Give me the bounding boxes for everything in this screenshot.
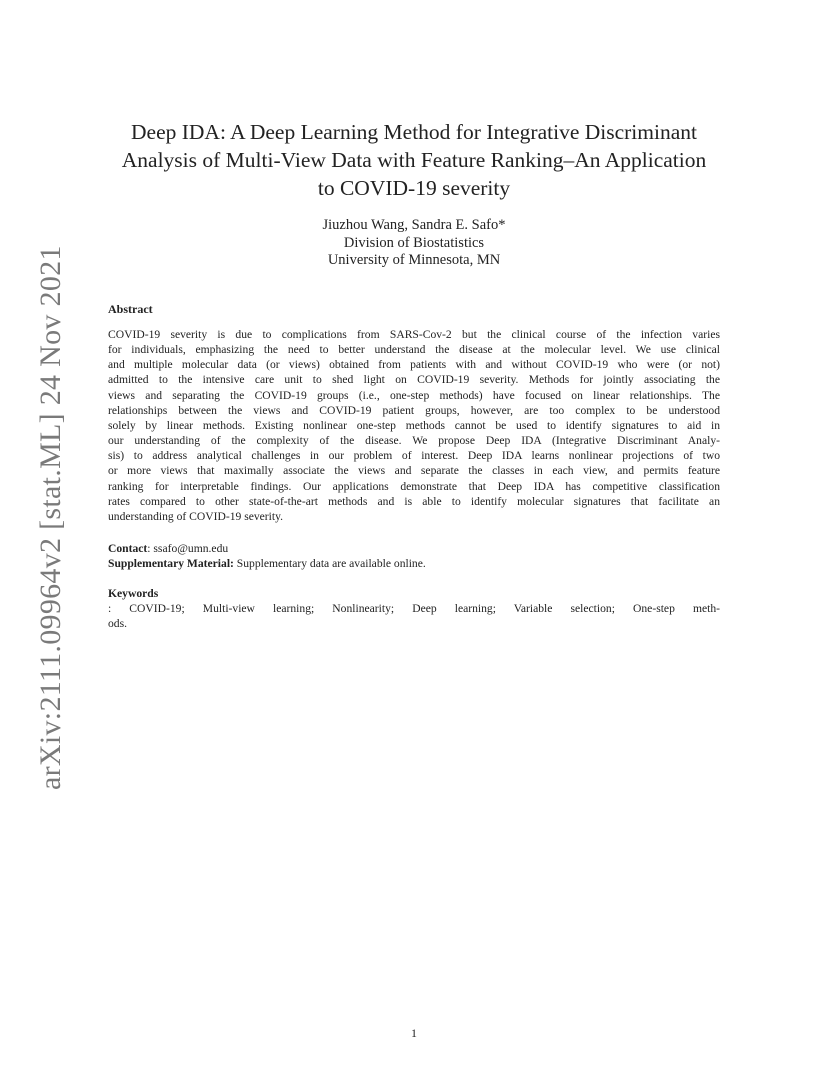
abstract-line: rates compared to other state-of-the-art methods and is able to identify molecular signatures that facilitate an xyxy=(108,494,720,508)
supplementary-label: Supplementary Material: xyxy=(108,557,234,570)
supplementary-text: Supplementary data are available online. xyxy=(233,557,426,570)
supplementary-line xyxy=(108,556,720,571)
abstract-line: solely by linear methods. Existing nonlinear one-step methods cannot be used to identify signatures to aid in xyxy=(108,418,720,432)
abstract-line: views and separating the COVID-19 groups (i.e., one-step methods) have focused on linear relationships. The xyxy=(108,388,720,402)
contact-line xyxy=(108,541,720,556)
abstract-heading: Abstract xyxy=(108,302,153,316)
abstract-line: admitted to the intensive care unit to shed light on COVID-19 severity. Methods for jointly associating the xyxy=(108,373,720,387)
author-block xyxy=(200,217,628,270)
title-line: Deep IDA: A Deep Learning Method for Integrative Discriminant xyxy=(131,120,697,144)
keywords-block xyxy=(108,586,720,631)
contact-label: Contact xyxy=(108,542,148,555)
keywords-text: : COVID-19; Multi-view learning; Nonlinearity; Deep learning; Variable selection; One-step meth- xyxy=(108,602,720,616)
abstract-line: understanding of COVID-19 severity. xyxy=(108,509,284,523)
page-number: 1 xyxy=(411,1026,417,1040)
author-department: Division of Biostatistics xyxy=(343,234,485,251)
title-line: Analysis of Multi-View Data with Feature Ranking–An Application xyxy=(121,148,707,172)
abstract-line: and multiple molecular data (or views) obtained from patients with and without COVID-19 who were (or not) xyxy=(108,358,720,372)
author-institution: University of Minnesota, MN xyxy=(327,252,501,268)
keywords-label: Keywords xyxy=(108,587,159,600)
abstract-body xyxy=(108,327,720,524)
abstract-line: ranking for interpretable findings. Our applications demonstrate that Deep IDA has competitive classification xyxy=(108,479,720,493)
abstract-line: COVID-19 severity is due to complications from SARS-Cov-2 but the clinical course of the infection varies xyxy=(108,328,720,341)
arxiv-identifier-stamp[interactable]: arXiv:2111.09964v2 [stat.ML] 24 Nov 2021 xyxy=(34,245,67,790)
title-line: to COVID-19 severity xyxy=(317,176,511,200)
author-names: Jiuzhou Wang, Sandra E. Safo* xyxy=(322,217,506,233)
abstract-line: relationships between the views and COVID-19 patient groups, however, are too complex to be understood xyxy=(108,403,720,417)
abstract-line: our understanding of the complexity of the disease. We propose Deep IDA (Integrative Discriminant Analy- xyxy=(108,434,720,448)
abstract-line: sis) to address analytical challenges in our problem of interest. Deep IDA learns nonlinear projections of two xyxy=(108,449,720,463)
abstract-line: for individuals, emphasizing the need to better understand the disease at the molecular level. We use clinical xyxy=(108,343,720,357)
keywords-line-continued: ods. xyxy=(108,617,128,631)
abstract-line: or more views that maximally associate the views and separate the classes in each view, and permits feature xyxy=(108,464,720,478)
keywords-line xyxy=(108,586,720,616)
paper-title xyxy=(100,118,728,202)
contact-email[interactable]: : ssafo@umn.edu xyxy=(147,542,229,555)
